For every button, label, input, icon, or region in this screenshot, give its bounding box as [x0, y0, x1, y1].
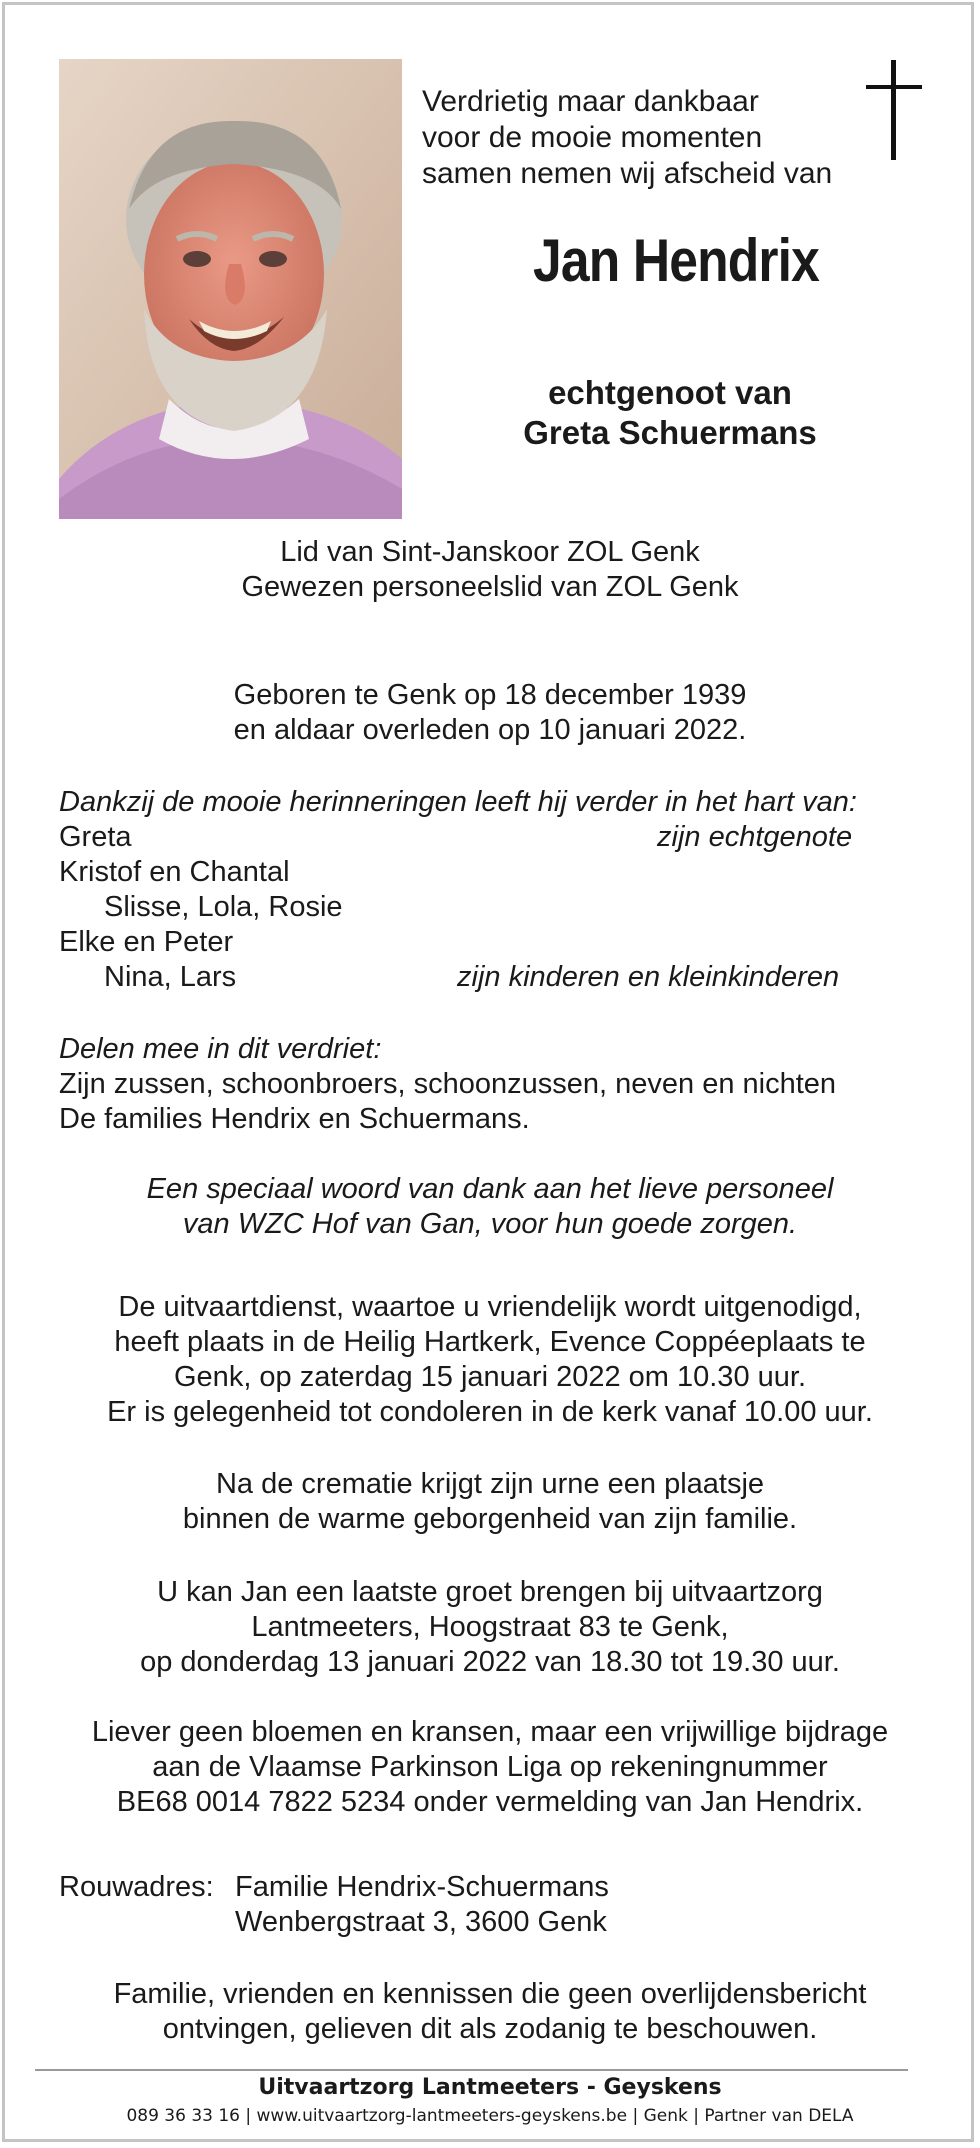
mourning-address	[59, 1870, 939, 1940]
deceased-name: Jan Hendrix	[533, 227, 819, 294]
family-row	[59, 820, 939, 855]
footer-divider	[35, 2069, 908, 2071]
donation-line: aan de Vlaamse Parkinson Liga op rekeningnummer	[152, 1751, 828, 1783]
membership-line: Gewezen personeelslid van ZOL Genk	[241, 571, 739, 603]
donation-line: Liever geen bloemen en kransen, maar een vrijwillige bijdrage	[91, 1716, 889, 1748]
funeral-home-name: Uitvaartzorg Lantmeeters - Geyskens	[258, 2075, 722, 2100]
sharing-heading: Delen mee in dit verdriet:	[59, 1033, 382, 1065]
address-row	[59, 1905, 939, 1940]
family-row	[59, 960, 939, 995]
funeral-service	[40, 1290, 940, 1430]
closing-note	[40, 1977, 940, 2047]
spouse-name: Greta Schuermans	[523, 414, 817, 451]
sharing-grief	[59, 1032, 939, 1137]
service-line: Er is gelegenheid tot condoleren in de kerk vanaf 10.00 uur.	[107, 1396, 873, 1428]
family-row	[59, 855, 939, 890]
service-line: De uitvaartdienst, waartoe u vriendelijk wordt uitgenodigd,	[118, 1291, 862, 1323]
family-name: Nina, Lars	[104, 961, 237, 993]
thanks-line: Een speciaal woord van dank aan het lieve personeel	[146, 1173, 834, 1205]
family-name: Kristof en Chantal	[59, 856, 290, 888]
sharing-line: De families Hendrix en Schuermans.	[59, 1103, 530, 1135]
address-line: Wenbergstraat 3, 3600 Genk	[235, 1906, 607, 1938]
intro-line: samen nemen wij afscheid van	[422, 157, 833, 190]
service-line: Genk, op zaterdag 15 januari 2022 om 10.30 uur.	[174, 1361, 806, 1393]
family-name: Elke en Peter	[59, 926, 234, 958]
closing-line: Familie, vrienden en kennissen die geen overlijdensbericht	[113, 1978, 867, 2010]
funeral-home-contact: 089 36 33 16 | www.uitvaartzorg-lantmeeters-geyskens.be | Genk | Partner van DELA	[126, 2106, 854, 2126]
remembered-by	[59, 785, 939, 995]
family-row	[59, 890, 939, 925]
remembered-heading: Dankzij de mooie herinneringen leeft hij verder in het hart van:	[59, 786, 857, 818]
visit-line: op donderdag 13 januari 2022 van 18.30 tot 19.30 uur.	[140, 1646, 840, 1678]
visit-line: Lantmeeters, Hoogstraat 83 te Genk,	[251, 1611, 729, 1643]
intro-text	[422, 84, 902, 192]
spouse-label: echtgenoot van	[548, 374, 792, 411]
thanks-note	[40, 1172, 940, 1242]
visitation-info	[40, 1575, 940, 1680]
memberships	[40, 535, 940, 605]
birth-death-dates	[40, 678, 940, 748]
family-name: Greta	[59, 821, 132, 853]
sharing-line: Zijn zussen, schoonbroers, schoonzussen, neven en nichten	[59, 1068, 837, 1100]
family-relation: zijn echtgenote	[657, 821, 853, 853]
dates-line: Geboren te Genk op 18 december 1939	[233, 679, 747, 711]
membership-line: Lid van Sint-Janskoor ZOL Genk	[280, 536, 700, 568]
intro-line: Verdrietig maar dankbaar	[422, 85, 759, 118]
intro-line: voor de mooie momenten	[422, 121, 763, 154]
family-name: Slisse, Lola, Rosie	[104, 891, 343, 923]
cremation-note	[40, 1467, 940, 1537]
address-line: Familie Hendrix-Schuermans	[235, 1871, 609, 1903]
visit-line: U kan Jan een laatste groet brengen bij uitvaartzorg	[157, 1576, 823, 1608]
spouse-info	[440, 373, 900, 453]
cremation-line: Na de crematie krijgt zijn urne een plaatsje	[215, 1468, 765, 1500]
donation-line: BE68 0014 7822 5234 onder vermelding van Jan Hendrix.	[116, 1786, 864, 1818]
address-label: Rouwadres:	[59, 1871, 214, 1903]
donation-info	[40, 1715, 940, 1820]
family-row	[59, 925, 939, 960]
service-line: heeft plaats in de Heilig Hartkerk, Evence Coppéeplaats te	[114, 1326, 866, 1358]
thanks-line: van WZC Hof van Gan, voor hun goede zorgen.	[182, 1208, 798, 1240]
address-row	[59, 1870, 939, 1905]
portrait-photo	[59, 59, 402, 519]
dates-line: en aldaar overleden op 10 januari 2022.	[233, 714, 747, 746]
family-relation: zijn kinderen en kleinkinderen	[457, 961, 840, 993]
closing-line: ontvingen, gelieven dit als zodanig te beschouwen.	[162, 2013, 818, 2045]
cremation-line: binnen de warme geborgenheid van zijn familie.	[182, 1503, 798, 1535]
